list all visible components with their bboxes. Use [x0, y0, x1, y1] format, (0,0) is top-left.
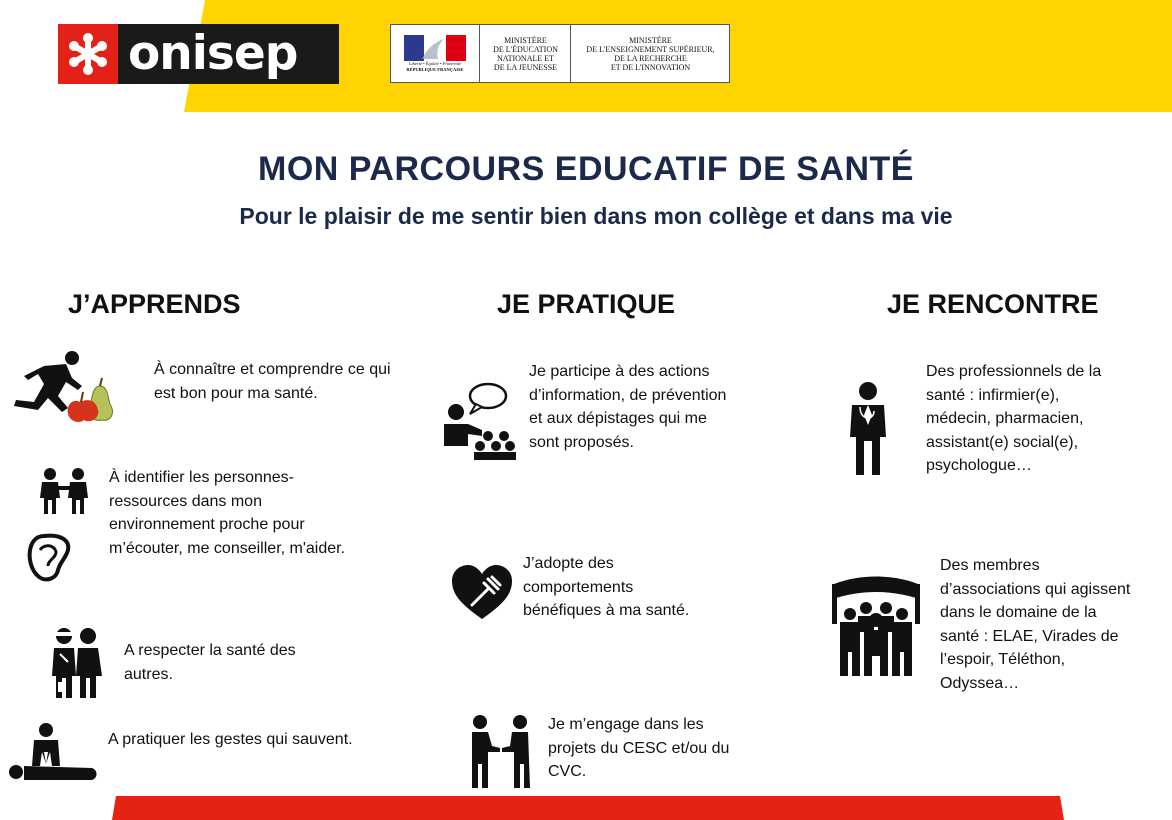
- text-line: et aux dépistages qui me: [529, 410, 707, 427]
- text-line: ressources dans mon: [109, 492, 262, 510]
- text-line: Odyssea…: [940, 674, 1020, 692]
- page-title: MON PARCOURS EDUCATIF DE SANTÉ: [258, 150, 914, 188]
- heading-je-pratique: JE PRATIQUE: [497, 289, 676, 319]
- handshake-icon: [470, 714, 532, 790]
- ministry-line: DE L'ÉDUCATION: [493, 44, 558, 54]
- ministry-higher-education: [570, 25, 730, 82]
- item-participate: [529, 360, 726, 454]
- text-line: comportements: [523, 578, 634, 596]
- text-line: J’adopte des: [523, 555, 614, 572]
- item-learn-health: [154, 358, 391, 405]
- ministry-line: MINISTÈRE: [629, 35, 672, 45]
- asterisk-icon: [58, 24, 118, 84]
- text-line: m’écouter, me conseiller, m'aider.: [109, 539, 346, 557]
- people-ear-icon: [22, 466, 98, 584]
- logo-text: onisep: [128, 26, 298, 81]
- text-line: sont proposés.: [529, 433, 634, 451]
- text-line: psychologue…: [926, 457, 1032, 474]
- ministry-line: ET DE L'INNOVATION: [610, 62, 691, 72]
- text-line: bénéfiques à ma santé.: [523, 602, 690, 619]
- text-line: l’espoir, Téléthon,: [940, 651, 1066, 668]
- ministry-line: MINISTÈRE: [504, 35, 547, 45]
- text-line: santé : ELAE, Virades de: [940, 627, 1119, 645]
- heart-fork-icon: [452, 565, 512, 621]
- footer-red-band: [0, 796, 1172, 820]
- cpr-icon: [6, 722, 98, 784]
- text-line: santé : infirmier(e),: [926, 386, 1060, 404]
- speaker-audience-icon: [442, 380, 516, 460]
- ministry-line: DE LA RECHERCHE: [614, 53, 687, 63]
- text-line: d’information, de prévention: [529, 386, 727, 404]
- text-line: Des membres: [940, 557, 1040, 574]
- text-line: À connaître et comprendre ce qui: [154, 361, 391, 378]
- marianne-flag-icon: [404, 35, 466, 61]
- ministry-line: NATIONALE ET: [496, 53, 555, 63]
- marianne-block: [391, 25, 479, 82]
- text-line: Je participe à des actions: [529, 363, 710, 380]
- page-subtitle: Pour le plaisir de me sentir bien dans mon collège et dans ma vie: [239, 203, 953, 229]
- text-line: A respecter la santé des: [124, 642, 296, 659]
- onisep-logo: [58, 24, 339, 84]
- text-line: autres.: [124, 665, 173, 683]
- heading-japprends: J’APPRENDS: [68, 289, 241, 319]
- heading-je-rencontre: JE RENCONTRE: [887, 289, 1099, 319]
- text-line: médecin, pharmacien,: [926, 410, 1084, 427]
- text-line: dans le domaine de la: [940, 604, 1097, 621]
- runner-fruit-icon: [10, 350, 115, 422]
- text-line: Des professionnels de la: [926, 363, 1102, 380]
- text-line: est bon pour ma santé.: [154, 384, 318, 402]
- text-line: CVC.: [548, 763, 587, 780]
- republic-text: RÉPUBLIQUE FRANÇAISE: [406, 66, 464, 72]
- item-adopt-behaviour: [523, 552, 689, 623]
- item-engage-projects: [548, 713, 729, 784]
- item-identify-resources: [109, 466, 345, 560]
- text-line: À identifier les personnes-: [109, 469, 294, 486]
- motto-text: Liberté • Égalité • Fraternité: [408, 60, 462, 66]
- doctor-icon: [846, 381, 890, 477]
- text-line: assistant(e) social(e),: [926, 433, 1079, 451]
- text-line: environnement proche pour: [109, 516, 305, 533]
- text-line: A pratiquer les gestes qui sauvent.: [108, 731, 353, 748]
- text-line: projets du CESC et/ou du: [548, 739, 730, 757]
- ministry-line: DE L'ENSEIGNEMENT SUPÉRIEUR,: [586, 44, 715, 54]
- care-couple-icon: [50, 626, 104, 700]
- text-line: d’associations qui agissent: [940, 580, 1131, 598]
- item-first-aid: [108, 728, 353, 752]
- item-respect-health: [124, 639, 296, 686]
- ministry-block: [390, 24, 730, 83]
- item-professionals: [926, 360, 1101, 478]
- text-line: Je m’engage dans les: [548, 716, 704, 733]
- item-associations: [940, 554, 1130, 695]
- ministry-education: [479, 25, 571, 82]
- association-group-icon: [830, 576, 922, 680]
- ministry-line: DE LA JEUNESSE: [493, 62, 558, 72]
